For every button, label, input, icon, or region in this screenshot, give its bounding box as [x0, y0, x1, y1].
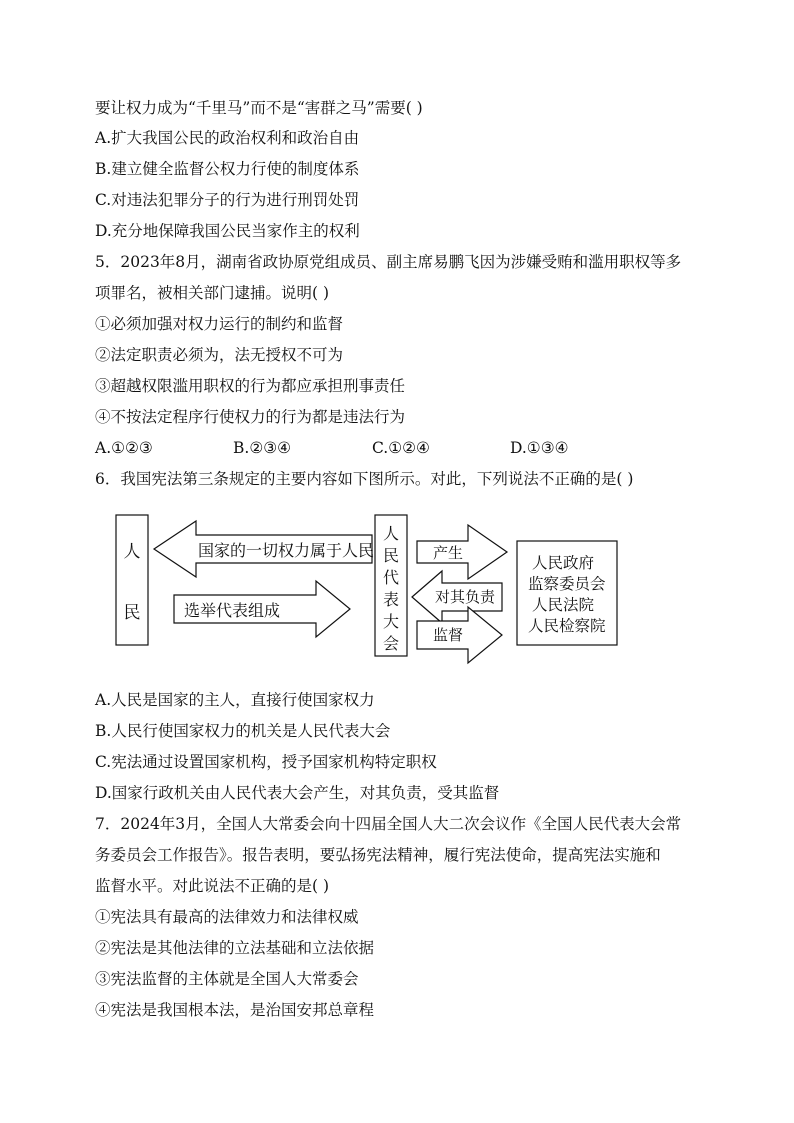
organ-court: 人民法院: [532, 596, 595, 614]
elect-representatives-label: 选举代表组成: [183, 601, 281, 620]
q6-option-d: D.国家行政机关由人民代表大会产生，对其负责，受其监督: [95, 784, 500, 802]
q5-statement-4: ④不按法定程序行使权力的行为都是违法行为: [95, 408, 406, 426]
q7-stem-line3: 监督水平。对此说法不正确的是( ): [95, 877, 330, 895]
npc-char-4: 表: [382, 590, 400, 609]
people-char-2: 民: [123, 603, 141, 623]
people-box: [116, 515, 148, 645]
people-char-1: 人: [123, 542, 141, 562]
q5-stem-line2: 项罪名，被相关部门逮捕。说明( ): [95, 284, 330, 302]
npc-char-3: 代: [382, 568, 400, 587]
q5-choice-c: C.①②④: [372, 439, 430, 457]
npc-char-6: 会: [382, 634, 400, 653]
supervise-label: 监督: [432, 626, 464, 644]
q5-statement-3: ③超越权限滥用职权的行为都应承担刑事责任: [95, 377, 406, 395]
power-belongs-label: 国家的一切权力属于人民: [197, 541, 375, 560]
q6-option-c: C.宪法通过设置国家机构，授予国家机构特定职权: [95, 753, 437, 771]
q4-option-d: D.充分地保障我国公民当家作主的权利: [95, 222, 360, 240]
q5-choice-a: A.①②③: [95, 439, 153, 457]
q5-choices: [95, 438, 655, 460]
organ-supervisory-commission: 监察委员会: [528, 575, 606, 593]
q5-statement-2: ②法定职责必须为，法无授权不可为: [95, 346, 344, 364]
q5-choice-b: B.②③④: [233, 439, 292, 457]
constitution-article-3-diagram: [110, 505, 630, 675]
q6-option-a: A.人民是国家的主人，直接行使国家权力: [95, 691, 375, 709]
q7-statement-2: ②宪法是其他法律的立法基础和立法依据: [95, 939, 375, 957]
q4-option-a: A.扩大我国公民的政治权利和政治自由: [95, 129, 360, 147]
npc-char-1: 人: [382, 524, 400, 543]
q5-choice-d: D.①③④: [510, 439, 569, 457]
q7-statement-3: ③宪法监督的主体就是全国人大常委会: [95, 970, 359, 988]
q7-stem-line2: 务委员会工作报告》。报告表明，要弘扬宪法精神，履行宪法使命，提高宪法实施和: [95, 846, 661, 864]
responsible-label: 对其负责: [434, 588, 496, 606]
q4-option-c: C.对违法犯罪分子的行为进行刑罚处罚: [95, 191, 360, 209]
q7-statement-4: ④宪法是我国根本法，是治国安邦总章程: [95, 1001, 375, 1019]
produce-label: 产生: [432, 544, 464, 562]
organ-procuratorate: 人民检察院: [528, 617, 606, 635]
q5-stem-line1: 5．2023年8月，湖南省政协原党组成员、副主席易鹏飞因为涉嫌受贿和滥用职权等多: [95, 253, 682, 271]
npc-char-2: 民: [382, 546, 400, 565]
npc-char-5: 大: [382, 612, 400, 631]
q7-statement-1: ①宪法具有最高的法律效力和法律权威: [95, 908, 359, 926]
organ-government: 人民政府: [532, 554, 595, 572]
q7-stem-line1: 7．2024年3月，全国人大常委会向十四届全国人大二次会议作《全国人民代表大会常: [95, 815, 682, 833]
q6-stem: 6．我国宪法第三条规定的主要内容如下图所示。对此，下列说法不正确的是( ): [95, 470, 634, 488]
q5-statement-1: ①必须加强对权力运行的制约和监督: [95, 315, 344, 333]
q4-option-b: B.建立健全监督公权力行使的制度体系: [95, 160, 360, 178]
q4-stem: 要让权力成为“千里马”而不是“害群之马”需要( ): [95, 99, 423, 117]
q6-option-b: B.人民行使国家权力的机关是人民代表大会: [95, 722, 391, 740]
